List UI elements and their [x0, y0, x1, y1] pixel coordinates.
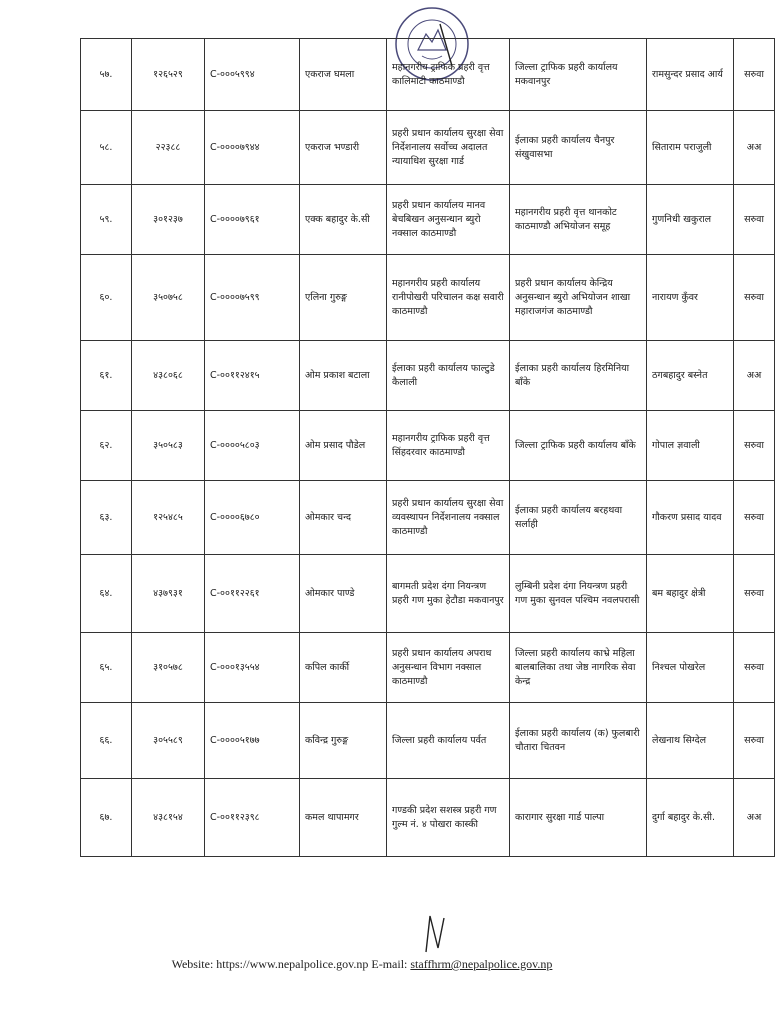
- row-staff-id: ४३८१५४: [132, 779, 205, 857]
- row-current-office: ईलाका प्रहरी कार्यालय फाल्टुडे कैलाली: [387, 341, 510, 411]
- row-staff-code: C-००००५८०३: [205, 411, 300, 481]
- row-new-office: ईलाका प्रहरी कार्यालय हिरमिनिया बाँके: [510, 341, 647, 411]
- row-staff-id: ३५०५८३: [132, 411, 205, 481]
- row-approving-officer: बम बहादुर क्षेत्री: [647, 555, 734, 633]
- row-new-office: जिल्ला प्रहरी कार्यालय काभ्रे महिला बालबालिका तथा जेष्ठ नागरिक सेवा केन्द्र: [510, 633, 647, 703]
- row-staff-code: C-००००५१७७: [205, 703, 300, 779]
- row-serial-number: ६३.: [81, 481, 132, 555]
- row-serial-number: ५९.: [81, 185, 132, 255]
- row-current-office: महानगरीय ट्राफिक प्रहरी वृत्त कालिमाटी काठमाण्डौ: [387, 39, 510, 111]
- row-current-office: महानगरीय ट्राफिक प्रहरी वृत्त सिंहदरवार काठमाण्डौ: [387, 411, 510, 481]
- row-status: सरुवा: [734, 703, 775, 779]
- row-new-office: ईलाका प्रहरी कार्यालय बरहथवा सर्लाही: [510, 481, 647, 555]
- row-new-office: ईलाका प्रहरी कार्यालय (क) फुलबारी चौतारा चितवन: [510, 703, 647, 779]
- row-staff-name: ओम प्रकाश बटाला: [300, 341, 387, 411]
- row-staff-name: कपिल कार्की: [300, 633, 387, 703]
- row-new-office: लुम्बिनी प्रदेश दंगा नियन्त्रण प्रहरी गण मुका सुनवल पश्चिम नवलपरासी: [510, 555, 647, 633]
- row-approving-officer: लेखनाथ सिग्देल: [647, 703, 734, 779]
- row-serial-number: ६४.: [81, 555, 132, 633]
- row-new-office: कारागार सुरक्षा गार्ड पाल्पा: [510, 779, 647, 857]
- table-row: [81, 703, 775, 779]
- row-current-office: बागमती प्रदेश दंगा नियन्त्रण प्रहरी गण मुका हेटौडा मकवानपुर: [387, 555, 510, 633]
- row-serial-number: ६७.: [81, 779, 132, 857]
- transfer-roster-table: [80, 38, 775, 857]
- row-approving-officer: ठगबहादुर बस्नेत: [647, 341, 734, 411]
- row-serial-number: ६५.: [81, 633, 132, 703]
- row-current-office: प्रहरी प्रधान कार्यालय सुरक्षा सेवा व्यवस्थापन निर्देशनालय नक्साल काठमाण्डौ: [387, 481, 510, 555]
- row-staff-id: ३१०५७८: [132, 633, 205, 703]
- row-status: सरुवा: [734, 411, 775, 481]
- row-current-office: महानगरीय प्रहरी कार्यालय रानीपोखरी परिचालन कक्ष सवारी काठमाण्डौ: [387, 255, 510, 341]
- row-staff-name: ओम प्रसाद पौडेल: [300, 411, 387, 481]
- row-current-office: प्रहरी प्रधान कार्यालय मानव बेचबिखन अनुसन्धान ब्युरो नक्साल काठमाण्डौ: [387, 185, 510, 255]
- row-staff-id: ३५०७५८: [132, 255, 205, 341]
- table-row: [81, 633, 775, 703]
- row-staff-code: C-००००६७८०: [205, 481, 300, 555]
- row-staff-name: कविन्द्र गुरुङ्ग: [300, 703, 387, 779]
- row-status: अअ: [734, 341, 775, 411]
- row-current-office: गण्डकी प्रदेश सशस्त्र प्रहरी गण गुल्म नं. ४ पोखरा कास्की: [387, 779, 510, 857]
- row-approving-officer: नारायण कुँवर: [647, 255, 734, 341]
- row-staff-code: C-०००५९९४: [205, 39, 300, 111]
- row-status: सरुवा: [734, 39, 775, 111]
- row-new-office: ईलाका प्रहरी कार्यालय चैनपुर संखुवासभा: [510, 111, 647, 185]
- row-staff-code: C-००००७९४४: [205, 111, 300, 185]
- row-approving-officer: गौकरण प्रसाद यादव: [647, 481, 734, 555]
- row-staff-id: ४३८०६८: [132, 341, 205, 411]
- row-approving-officer: रामसुन्दर प्रसाद आर्य: [647, 39, 734, 111]
- row-staff-id: २२३८८: [132, 111, 205, 185]
- table-row: [81, 341, 775, 411]
- row-staff-name: एकराज घमला: [300, 39, 387, 111]
- row-current-office: प्रहरी प्रधान कार्यालय अपराध अनुसन्धान विभाग नक्साल काठमाण्डौ: [387, 633, 510, 703]
- table-row: [81, 185, 775, 255]
- row-serial-number: ५८.: [81, 111, 132, 185]
- row-status: सरुवा: [734, 633, 775, 703]
- row-staff-id: १२६५२९: [132, 39, 205, 111]
- handwritten-signature: [418, 912, 452, 956]
- row-serial-number: ६१.: [81, 341, 132, 411]
- row-status: अअ: [734, 111, 775, 185]
- table-row: [81, 255, 775, 341]
- row-new-office: प्रहरी प्रधान कार्यालय केन्द्रिय अनुसन्धान ब्युरो अभियोजन शाखा महाराजगंज काठमाण्डौ: [510, 255, 647, 341]
- row-staff-code: C-००००७९६१: [205, 185, 300, 255]
- row-current-office: जिल्ला प्रहरी कार्यालय पर्वत: [387, 703, 510, 779]
- row-status: सरुवा: [734, 185, 775, 255]
- footer-email-link[interactable]: staffhrm@nepalpolice.gov.np: [410, 957, 553, 971]
- row-approving-officer: गुणनिधी खकुराल: [647, 185, 734, 255]
- row-staff-code: C-००००७५९९: [205, 255, 300, 341]
- row-serial-number: ५७.: [81, 39, 132, 111]
- row-serial-number: ६०.: [81, 255, 132, 341]
- row-staff-code: C-००११२२६१: [205, 555, 300, 633]
- table-row: [81, 779, 775, 857]
- row-current-office: प्रहरी प्रधान कार्यालय सुरक्षा सेवा निर्देशनालय सर्वोच्च अदालत न्यायाधिश सुरक्षा गार्ड: [387, 111, 510, 185]
- row-staff-code: C-०००१३५५४: [205, 633, 300, 703]
- row-staff-code: C-००११२३९८: [205, 779, 300, 857]
- row-approving-officer: गोपाल ज्ञवाली: [647, 411, 734, 481]
- row-new-office: जिल्ला ट्राफिक प्रहरी कार्यालय मकवानपुर: [510, 39, 647, 111]
- footer-website-label: Website: https://www.nepalpolice.gov.np E-mail:: [171, 957, 408, 971]
- row-new-office: महानगरीय प्रहरी वृत्त थानकोट काठमाण्डौ अभियोजन समूह: [510, 185, 647, 255]
- row-serial-number: ६२.: [81, 411, 132, 481]
- row-staff-id: ३०५५८९: [132, 703, 205, 779]
- row-staff-id: १२५४८५: [132, 481, 205, 555]
- table-row: [81, 481, 775, 555]
- row-staff-name: ओमकार पाण्डे: [300, 555, 387, 633]
- row-staff-name: कमल थापामगर: [300, 779, 387, 857]
- row-staff-name: ओमकार चन्द: [300, 481, 387, 555]
- page-footer: [0, 957, 724, 972]
- row-approving-officer: दुर्गा बहादुर के.सी.: [647, 779, 734, 857]
- row-staff-id: ४३७९३१: [132, 555, 205, 633]
- row-staff-name: एक्क बहादुर के.सी: [300, 185, 387, 255]
- row-staff-code: C-००११२४१५: [205, 341, 300, 411]
- row-status: सरुवा: [734, 555, 775, 633]
- row-status: सरुवा: [734, 255, 775, 341]
- row-approving-officer: निश्चल पोखरेल: [647, 633, 734, 703]
- table-row: [81, 39, 775, 111]
- row-status: अअ: [734, 779, 775, 857]
- row-serial-number: ६६.: [81, 703, 132, 779]
- row-approving-officer: सिताराम पराजुली: [647, 111, 734, 185]
- row-staff-name: एकराज भण्डारी: [300, 111, 387, 185]
- row-new-office: जिल्ला ट्राफिक प्रहरी कार्यालय बाँके: [510, 411, 647, 481]
- row-staff-id: ३०१२३७: [132, 185, 205, 255]
- table-row: [81, 111, 775, 185]
- row-status: सरुवा: [734, 481, 775, 555]
- table-row: [81, 555, 775, 633]
- table-row: [81, 411, 775, 481]
- row-staff-name: एलिना गुरुङ्ग: [300, 255, 387, 341]
